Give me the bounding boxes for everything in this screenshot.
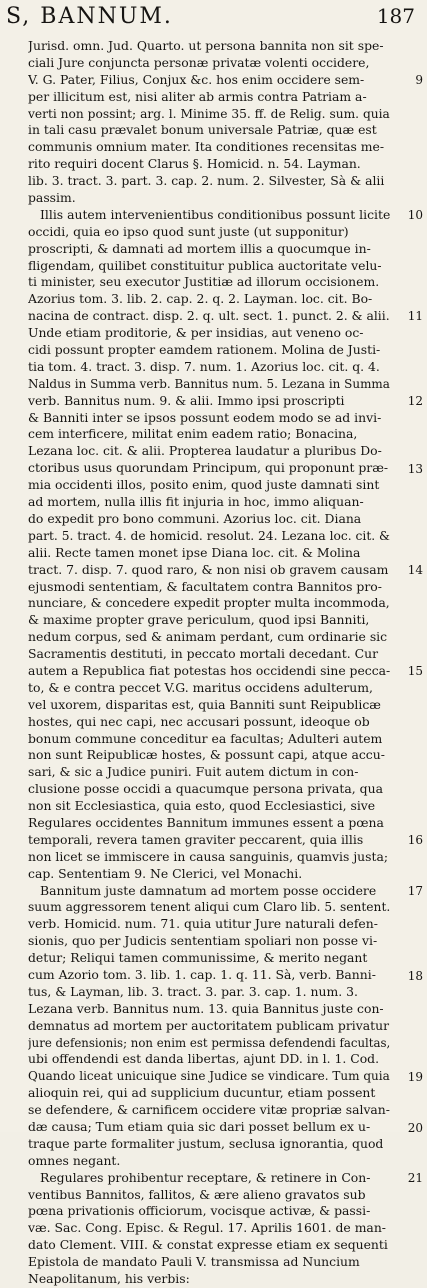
text-line: communis omnium mater. Ita conditiones recensitas me- bbox=[28, 139, 385, 155]
text-line: rito requiri docent Clarus §. Homicid. n. 54. Layman. bbox=[28, 156, 361, 172]
margin-number: 12 bbox=[407, 393, 423, 408]
text-line: clusione posse occidi a quacumque persona privata, qua bbox=[28, 781, 383, 797]
text-line: Regulares occidentes Bannitum immunes essent a pœna bbox=[28, 814, 384, 830]
text-line: jure defensionis; non enim est permissa defendendi facultas, bbox=[28, 1035, 390, 1050]
text-line: fligendam, quilibet constituitur publica auctoritate velu- bbox=[28, 257, 382, 273]
text-line: Lezana verb. Bannitus num. 13. quia Bannitus juste con- bbox=[28, 1000, 384, 1016]
text-line: per illicitum est, nisi aliter ab armis contra Patriam a- bbox=[28, 88, 367, 104]
text-line: tus, & Layman, lib. 3. tract. 3. par. 3. cap. 1. num. 3. bbox=[28, 983, 358, 999]
text-line: ciali Jure conjuncta personæ privatæ volenti occidere, bbox=[28, 54, 370, 70]
text-line: se defendere, & carnificem occidere vitæ propriæ salvan- bbox=[28, 1103, 390, 1118]
text-line: dato Clement. VIII. & constat expresse etiam ex sequenti bbox=[28, 1237, 388, 1253]
text-line: alii. Recte tamen monet ipse Diana loc. cit. & Molina bbox=[28, 544, 361, 560]
text-line: ti minister, seu executor Justitiæ ad illorum occisionem. bbox=[28, 274, 380, 290]
text-line: sari, & sic a Judice puniri. Fuit autem dictum in con- bbox=[28, 764, 359, 780]
text-line: dæ causa; Tum etiam quia sic dari posset bellum ex u- bbox=[28, 1119, 371, 1134]
text-line: ventibus Bannitos, fallitos, & ære alieno gravatos sub bbox=[28, 1186, 366, 1202]
margin-number: 17 bbox=[407, 884, 423, 898]
text-line: non licet se immiscere in causa sanguinis, quamvis justa; bbox=[28, 848, 389, 864]
text-line: bonum commune conceditur ea facultas; Adulteri autem bbox=[28, 730, 383, 746]
text-line: Epistola de mandato Pauli V. transmissa ad Nuncium bbox=[28, 1254, 360, 1270]
text-line: do expedit pro bono communi. Azorius loc. cit. Diana bbox=[28, 510, 362, 526]
text-line: Jurisd. omn. Jud. Quarto. ut persona bannita non sit spe- bbox=[28, 38, 384, 53]
text-line: to, & e contra peccet V.G. maritus occidens adulterum, bbox=[28, 679, 373, 695]
text-line: passim. bbox=[28, 190, 76, 206]
text-line: hostes, qui nec capi, nec accusari possunt, ideoque ob bbox=[28, 713, 370, 729]
body-text bbox=[28, 38, 390, 1288]
text-line: vel uxorem, disparitas est, quia Banniti sunt Reipublicæ bbox=[28, 696, 381, 712]
text-line: Illis autem intervenientibus conditionibus possunt licite bbox=[40, 206, 390, 222]
text-line: omnes negant. bbox=[28, 1152, 121, 1168]
text-line: cap. Sententiam 9. Ne Clerici, vel Monachi. bbox=[28, 865, 303, 881]
margin-number: 9 bbox=[415, 72, 423, 87]
text-line: cem interficere, militat enim eadem ratio; Bonacina, bbox=[28, 426, 358, 442]
text-line: & Banniti inter se ipsos possunt eodem modo se ad invi- bbox=[28, 409, 382, 425]
margin-number: 21 bbox=[407, 1171, 423, 1186]
text-line: ad mortem, nulla illis fit injuria in hoc, immo aliquan- bbox=[28, 494, 364, 510]
text-line: part. 5. tract. 4. de homicid. resolut. 24. Lezana loc. cit. & bbox=[28, 528, 390, 543]
text-line: Quando liceat unicuique sine Judice se vindicare. Tum quia bbox=[28, 1069, 390, 1084]
text-line: temporali, revera tamen graviter peccarent, quia illis bbox=[28, 831, 364, 847]
text-line: verb. Bannitus num. 9. & alii. Immo ipsi proscripti bbox=[28, 392, 345, 408]
margin-number: 10 bbox=[407, 208, 423, 222]
text-line: pœna privationis officiorum, vocisque activæ, & passi- bbox=[28, 1203, 371, 1219]
running-title: S, BANNUM. bbox=[6, 4, 173, 29]
margin-number: 16 bbox=[407, 833, 423, 848]
text-line: verb. Homicid. num. 71. quia utitur Jure naturali defen- bbox=[28, 916, 378, 932]
text-line: cidi possunt propter eamdem rationem. Molina de Justi- bbox=[28, 342, 381, 358]
margin-number: 18 bbox=[407, 968, 423, 983]
text-line: traque parte formaliter justum, seclusa ignorantia, quod bbox=[28, 1135, 384, 1151]
text-line: tia tom. 4. tract. 3. disp. 7. num. 1. Azorius loc. cit. q. 4. bbox=[28, 358, 380, 374]
margin-number: 11 bbox=[407, 309, 423, 324]
text-line: cum Azorio tom. 3. lib. 1. cap. 1. q. 11. Sà, verb. Banni- bbox=[28, 966, 376, 982]
text-line: autem a Republica fiat potestas hos occidendi sine pecca- bbox=[28, 663, 390, 678]
text-line: non sunt Reipublicæ hostes, & possunt capi, atque accu- bbox=[28, 747, 385, 763]
text-line: & maxime propter grave periculum, quod ipsi Banniti, bbox=[28, 612, 370, 628]
text-line: verti non possint; arg. l. Minime 35. ff. de Relig. sum. quia bbox=[28, 106, 390, 121]
text-line: detur; Reliqui tamen communissime, & merito negant bbox=[28, 950, 368, 966]
text-line: demnatus ad mortem per auctoritatem publicam privatur bbox=[28, 1017, 390, 1033]
text-line: mia occidenti illos, posito enim, quod juste damnati sint bbox=[28, 477, 380, 493]
text-line: nedum corpus, sed & animam perdant, cum ordinarie sic bbox=[28, 629, 388, 645]
margin-number: 13 bbox=[407, 461, 423, 476]
page-number: 187 bbox=[376, 4, 415, 28]
text-line: Regulares prohibentur receptare, & retinere in Con- bbox=[40, 1169, 371, 1185]
text-line: sionis, quo per Judicis sententiam spoliari non posse vi- bbox=[28, 933, 378, 949]
text-line: nunciare, & concedere expedit propter multa incommoda, bbox=[28, 596, 390, 611]
margin-number: 15 bbox=[407, 664, 423, 679]
text-line: ctoribus usus quorundam Principum, qui proponunt præ- bbox=[28, 460, 389, 476]
text-line: non sit Ecclesiastica, quia esto, quod Ecclesiastici, sive bbox=[28, 798, 376, 814]
text-line: in tali casu prævalet bonum universale Patriæ, quæ est bbox=[28, 122, 377, 138]
text-line: væ. Sac. Cong. Episc. & Regul. 17. Aprilis 1601. de man- bbox=[28, 1220, 386, 1236]
text-line: proscripti, & damnati ad mortem illis a quocumque in- bbox=[28, 240, 371, 256]
text-line: alioquin rei, qui ad supplicium ducuntur, etiam possent bbox=[28, 1085, 376, 1101]
text-line: tract. 7. disp. 7. quod raro, & non nisi ob gravem causam bbox=[28, 561, 389, 577]
text-line: nacina de contract. disp. 2. q. ult. sect. 1. punct. 2. & alii. bbox=[28, 309, 390, 324]
text-line: Sacramentis destituti, in peccato mortali decedant. Cur bbox=[28, 646, 378, 662]
text-line: Bannitum juste damnatum ad mortem posse occidere bbox=[40, 882, 377, 898]
text-line: Naldus in Summa verb. Bannitus num. 5. Lezana in Summa bbox=[28, 376, 390, 391]
text-line: Neapolitanum, his verbis: bbox=[28, 1271, 190, 1287]
text-line: Unde etiam proditorie, & per insidias, aut veneno oc- bbox=[28, 325, 364, 341]
text-line: ejusmodi sententiam, & facultatem contra Bannitos pro- bbox=[28, 578, 382, 594]
margin-number: 19 bbox=[407, 1069, 423, 1084]
margin-number: 20 bbox=[407, 1120, 423, 1135]
text-line: lib. 3. tract. 3. part. 3. cap. 2. num. 2. Silvester, Sà & alii bbox=[28, 173, 385, 189]
text-line: Azorius tom. 3. lib. 2. cap. 2. q. 2. Layman. loc. cit. Bo- bbox=[28, 291, 373, 307]
text-line: Lezana loc. cit. & alii. Propterea laudatur a pluribus Do- bbox=[28, 443, 382, 459]
text-line: occidi, quia eo ipso quod sunt juste (ut supponitur) bbox=[28, 223, 349, 239]
text-line: suum aggressorem tenent aliqui cum Claro lib. 5. sentent. bbox=[28, 900, 390, 915]
margin-number: 14 bbox=[407, 562, 423, 577]
running-header bbox=[0, 4, 427, 34]
text-line: ubi offendendi est danda libertas, ajunt DD. in l. 1. Cod. bbox=[28, 1051, 380, 1067]
text-line: V. G. Pater, Filius, Conjux &c. hos enim occidere sem- bbox=[28, 71, 365, 87]
